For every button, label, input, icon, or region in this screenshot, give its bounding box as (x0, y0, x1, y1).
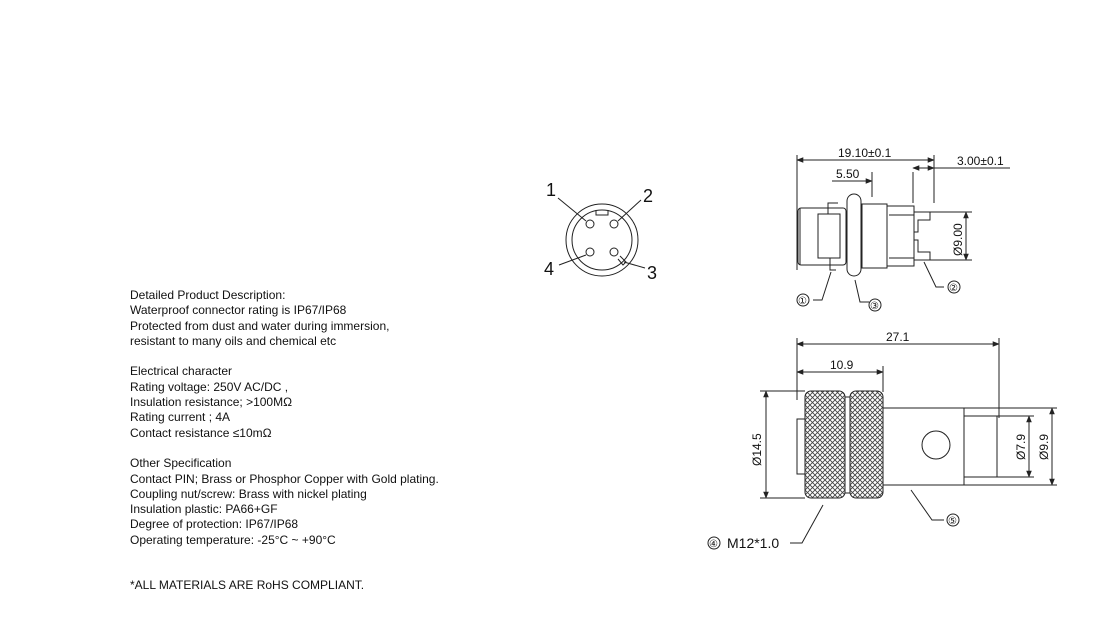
pin-contact (610, 248, 618, 256)
pin-contact (610, 220, 618, 228)
leader-line (559, 255, 586, 265)
other-spec-title: Other Specification (130, 456, 232, 471)
callout-marker: ③ (870, 301, 879, 312)
dimension-inner-diameter: Ø7.9 (1014, 433, 1028, 460)
dimension-outer-diameter: Ø9.9 (1037, 433, 1051, 460)
other-spec-line: Insulation plastic: PA66+GF (130, 502, 278, 517)
other-spec-line: Operating temperature: -25°C ~ +90°C (130, 532, 336, 547)
electrical-line: Contact resistance ≤10mΩ (130, 425, 272, 440)
electrical-line: Rating voltage: 250V AC/DC , (130, 379, 289, 394)
electrical-title: Electrical character (130, 364, 233, 379)
dimension-overall-length: 19.10±0.1 (838, 146, 892, 160)
pin-label: 3 (647, 263, 658, 283)
pin-key-mark (618, 256, 626, 265)
side-view (797, 155, 1010, 311)
callout-marker: ⑤ (948, 516, 957, 527)
description-line: resistant to many oils and chemical etc (130, 333, 337, 348)
thread-spec-label: M12*1.0 (727, 535, 780, 551)
dimension-nut-length: 10.9 (830, 358, 854, 372)
leader-line (618, 200, 641, 221)
pin-label: 4 (544, 259, 555, 279)
rohs-note: *ALL MATERIALS ARE RoHS COMPLIANT. (130, 578, 365, 592)
electrical-line: Rating current ; 4A (130, 410, 231, 425)
dimension-nut-diameter: Ø14.5 (750, 433, 764, 466)
panel-flange (847, 194, 861, 276)
dimension-front-length: 5.50 (836, 167, 860, 181)
leader-line (624, 262, 645, 268)
other-spec-line: Contact PIN; Brass or Phosphor Copper with Gold plating. (130, 471, 439, 486)
other-spec-line: Degree of protection: IP67/IP68 (130, 517, 299, 532)
description-title: Detailed Product Description: (130, 288, 286, 302)
knurled-nut-rear (850, 391, 883, 498)
callout-marker: ② (949, 283, 958, 294)
dimension-diameter: Ø9.00 (951, 223, 965, 256)
pin-contact (586, 220, 594, 228)
dimension-nut-overall-length: 27.1 (886, 330, 910, 344)
electrical-line: Insulation resistance; >100MΩ (130, 395, 293, 410)
dimension-rear-length: 3.00±0.1 (957, 154, 1004, 168)
pin-face-view (558, 198, 645, 276)
description-line: Protected from dust and water during immersion, (130, 318, 390, 333)
face-inner-ring (572, 210, 632, 270)
leader-line (558, 198, 586, 221)
pin-label: 1 (546, 180, 557, 200)
callout-marker: ① (798, 296, 807, 307)
description-line: Waterproof connector rating is IP67/IP68 (130, 303, 347, 318)
other-spec-line: Coupling nut/screw: Brass with nickel plating (130, 486, 367, 501)
pin-label: 2 (643, 186, 654, 206)
knurled-nut-front (805, 391, 845, 498)
pin-contact (586, 248, 594, 256)
cable-hole (922, 431, 950, 459)
callout-marker: ④ (709, 539, 718, 550)
